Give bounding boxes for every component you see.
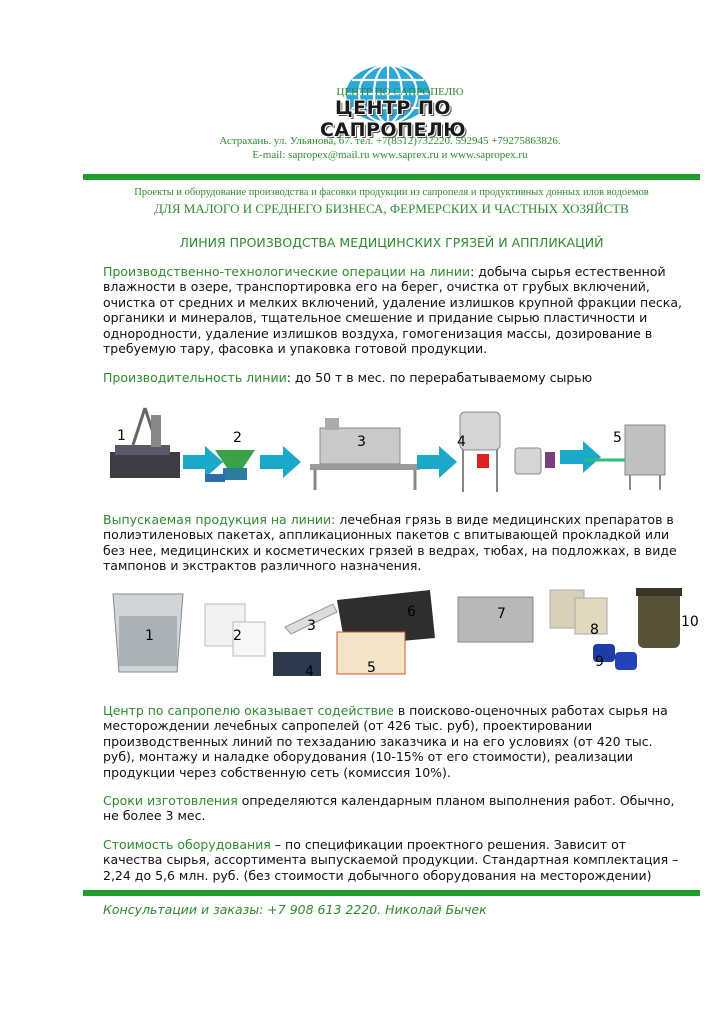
footer-contacts: Консультации и заказы: +7 908 613 2220. Николай Бычек	[103, 902, 487, 917]
tank-icon	[460, 412, 555, 492]
operations-label: Производственно-технологические операции на линии	[103, 264, 471, 279]
address-line: Астрахань. ул. Ульянова, 67. тел. +7(8512)732220. 592945 +79275863826.	[219, 135, 561, 147]
operations-paragraph	[103, 264, 683, 356]
top-divider-bar	[83, 174, 700, 180]
assistance-paragraph	[103, 703, 683, 780]
step-number-5: 5	[613, 430, 622, 446]
mixer-machine-icon	[310, 418, 420, 490]
product-number-7: 7	[497, 606, 506, 622]
step-number-1: 1	[117, 428, 126, 444]
step-number-3: 3	[357, 434, 366, 450]
operations-text: : добыча сырья естественной влажности в озере, транспортировка его на берег, очистка от грубых включений, очистка от средних и мелких включений, удаление излишков крупной фракции песка, органики и минералов, тщательное смешение и придание сырью пластичности и однородности, удаление излишков воздуха, гомогенизация массы, дозирование в требуемую тару, фасовка и упаковка готовой продукции.	[103, 264, 682, 357]
terms-paragraph	[103, 793, 683, 824]
packet-icon	[458, 597, 533, 642]
product-number-3: 3	[307, 618, 316, 634]
terms-text: определяются календарным планом выполнения работ. Обычно, не более 3 мес.	[103, 793, 675, 824]
assistance-label: Центр по сапропелю оказывает содействие	[103, 703, 394, 718]
cost-paragraph	[103, 837, 683, 883]
cost-label: Стоимость оборудования	[103, 837, 271, 852]
page-title: ЛИНИЯ ПРОИЗВОДСТВА МЕДИЦИНСКИХ ГРЯЗЕЙ И АППЛИКАЦИЙ	[179, 235, 604, 250]
cost-text: – по спецификации проектного решения. Зависит от качества сырья, ассортимента выпускаемой продукции. Стандартная комплектация – 2,24 до 5,6 млн. руб. (без стоимости добычного оборудования на месторождении)	[103, 837, 679, 883]
capacity-label: Производительность линии	[103, 370, 287, 385]
arrow-3-icon	[417, 446, 457, 478]
product-number-4: 4	[305, 664, 314, 680]
product-number-6: 6	[407, 604, 416, 620]
product-number-10: 10	[681, 614, 699, 630]
projects-line: Проекты и оборудование производства и фасовки продукции из сапропеля и продуктивных донных илов водоемов	[134, 187, 649, 198]
terms-label: Сроки изготовления	[103, 793, 238, 808]
logo-small-text: ЦЕНТР ПО САПРОПЕЛЮ	[336, 86, 464, 98]
arrow-2-icon	[260, 446, 301, 478]
tray-icon	[273, 632, 405, 676]
products-label: Выпускаемая продукция на линии:	[103, 512, 336, 527]
audience-line: ДЛЯ МАЛОГО И СРЕДНЕГО БИЗНЕСА, ФЕРМЕРСКИХ И ЧАСТНЫХ ХОЗЯЙСТВ	[154, 201, 629, 216]
product-number-2: 2	[233, 628, 242, 644]
step-number-2: 2	[233, 430, 242, 446]
capacity-paragraph	[103, 370, 683, 385]
product-number-1: 1	[145, 628, 154, 644]
products-illustration	[105, 582, 700, 682]
product-number-5: 5	[367, 660, 376, 676]
logo-title: ЦЕНТР ПО САПРОПЕЛЮ	[319, 97, 467, 141]
process-line-illustration	[105, 400, 675, 500]
capacity-text: : до 50 т в мес. по перерабатываемому сырью	[286, 370, 593, 385]
product-number-8: 8	[590, 622, 599, 638]
assistance-text: в поисково-оценочных работах сырья на месторождении лечебных сапропелей (от 426 тыс. руб), проектировании производственных линий по техзаданию заказчика и на его условиях (от 420 тыс. руб), монтажу и наладке оборудования (10-15% от его стоимости), реализации продукции через собственную сеть (комиссия 10%).	[103, 703, 668, 780]
jar-icon	[636, 588, 682, 648]
bottom-divider-bar	[83, 890, 700, 896]
arrow-4-icon	[560, 441, 601, 473]
step-number-4: 4	[457, 434, 466, 450]
products-text: лечебная грязь в виде медицинских препаратов в полиэтиленовых пакетах, аппликационных пакетов с впитывающей прокладкой или без нее, медицинских и косметических грязей в ведрах, тюбах, на подложках, в виде тампонов и экстрактов различного назначения.	[103, 512, 677, 574]
product-number-9: 9	[595, 654, 604, 670]
email-line: E-mail: sapropex@mail.ru www.saprex.ru и www.sapropex.ru	[252, 149, 528, 161]
products-paragraph	[103, 512, 683, 574]
